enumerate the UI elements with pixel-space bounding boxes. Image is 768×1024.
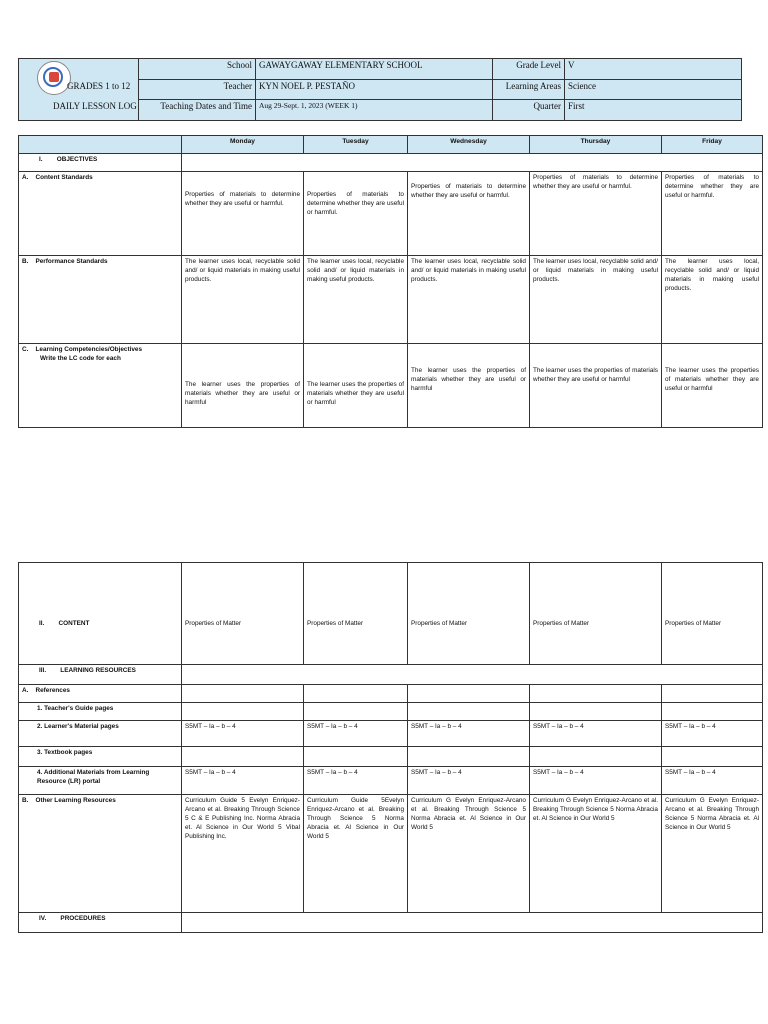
content-cell: Properties of Matter [304,563,408,665]
other-resources-label: B. Other Learning Resources [19,795,182,913]
objectives-table [18,135,763,428]
learners-material-cell: S5MT – Ia – b – 4 [408,721,530,747]
other-resources-cell: Curriculum Guide 5Evelyn Enriquez-Arcano et al. Breaking Through Science 5 Norma Abracia et. Al Science in Our World 5 [304,795,408,913]
textbook-cell [408,747,530,767]
competencies-cell: The learner uses the properties of materials whether they are useful or harmful [408,344,530,428]
references-label: A. References [19,685,182,703]
content-standards-cell: Properties of materials to determine whether they are useful or harmful. [662,172,763,256]
content-standards-cell: Properties of materials to determine whether they are useful or harmful. [304,172,408,256]
references-cell [662,685,763,703]
day-thursday: Thursday [530,136,662,154]
other-resources-cell: Curriculum G Evelyn Enriquez-Arcano et al. Breaking Through Science 5 Norma Abracia et. Al Science in Our World 5 [408,795,530,913]
header-block [18,58,742,121]
resources-heading-blank [182,665,763,685]
competencies-cell: The learner uses the properties of materials whether they are useful or harmful [530,344,662,428]
performance-standards-cell: The learner uses local, recyclable solid and/ or liquid materials in making useful products. [408,256,530,344]
learners-material-cell: S5MT – Ia – b – 4 [182,721,304,747]
other-resources-cell: Curriculum Guide 5 Evelyn Enriquez-Arcano et al. Breaking Through Science 5 C & E Publishing Inc. Norma Abracia et. Al Science in Our World 5 Vibal Publishing Inc. [182,795,304,913]
school-value: GAWAYGAWAY ELEMENTARY SCHOOL [255,59,492,79]
content-cell: Properties of Matter [408,563,530,665]
additional-materials-cell: S5MT – Ia – b – 4 [662,767,763,795]
teachers-guide-row [19,703,763,721]
log-label: DAILY LESSON LOG [53,101,137,111]
references-cell [530,685,662,703]
teachers-guide-cell [530,703,662,721]
competencies-cell: The learner uses the properties of materials whether they are useful or harmful [304,344,408,428]
dates-label: Teaching Dates and Time [138,99,255,120]
other-resources-cell: Curriculum G Evelyn Enriquez-Arcano et al. Breaking Through Science 5 Norma Abracia et. Al Science in Our World 5 [662,795,763,913]
content-row [19,563,763,665]
content-heading: II. CONTENT [19,563,182,665]
teachers-guide-label: 1. Teacher's Guide pages [19,703,182,721]
resources-heading: III. LEARNING RESOURCES [19,665,182,685]
teachers-guide-cell [662,703,763,721]
quarter-value: First [564,99,741,120]
learners-material-cell: S5MT – Ia – b – 4 [304,721,408,747]
areas-value: Science [564,79,741,99]
performance-standards-cell: The learner uses local, recyclable solid and/ or liquid materials in making useful products. [662,256,763,344]
textbook-cell [530,747,662,767]
teachers-guide-cell [182,703,304,721]
other-resources-row [19,795,763,913]
competencies-cell: The learner uses the properties of materials whether they are useful or harmful [182,344,304,428]
textbook-cell [304,747,408,767]
competencies-row [19,344,763,428]
references-cell [304,685,408,703]
competencies-sub: Write the LC code for each [40,355,121,362]
additional-materials-row [19,767,763,795]
content-cell: Properties of Matter [530,563,662,665]
teacher-value: KYN NOEL P. PESTAÑO [255,79,492,99]
grade-label: Grade Level [492,59,564,79]
textbook-cell [182,747,304,767]
other-resources-cell: Curriculum G Evelyn Enriquez-Arcano et al. Breaking Through Science 5 Norma Abracia et. Al Science in Our World 5 [530,795,662,913]
additional-materials-cell: S5MT – Ia – b – 4 [182,767,304,795]
competencies-label-cell [19,344,182,428]
references-cell [408,685,530,703]
content-standards-cell: Properties of materials to determine whether they are useful or harmful. [530,172,662,256]
content-standards-cell: Properties of materials to determine whether they are useful or harmful. [408,172,530,256]
day-monday: Monday [182,136,304,154]
grades-label: GRADES 1 to 12 [67,81,131,91]
content-standards-label: A. Content Standards [19,172,182,256]
teachers-guide-cell [408,703,530,721]
procedures-row [19,913,763,933]
objectives-heading-row [19,154,763,172]
textbook-label: 3. Textbook pages [19,747,182,767]
references-cell [182,685,304,703]
textbook-row [19,747,763,767]
competencies-label: C. Learning Competencies/Objectives [22,346,143,353]
deped-seal-icon [37,61,71,95]
content-standards-cell: Properties of materials to determine whether they are useful or harmful. [182,172,304,256]
quarter-label: Quarter [492,99,564,120]
references-row [19,685,763,703]
school-label: School [138,59,255,79]
grade-value: V [564,59,741,79]
objectives-heading: I. OBJECTIVES [19,154,182,172]
additional-materials-cell: S5MT – Ia – b – 4 [408,767,530,795]
additional-materials-label: 4. Additional Materials from Learning Resource (LR) portal [19,767,182,795]
performance-standards-label: B. Performance Standards [19,256,182,344]
textbook-cell [662,747,763,767]
procedures-heading: IV. PROCEDURES [19,913,182,933]
dates-value: Aug 29-Sept. 1, 2023 (WEEK 1) [255,99,492,120]
objectives-heading-blank [182,154,763,172]
day-tuesday: Tuesday [304,136,408,154]
additional-materials-cell: S5MT – Ia – b – 4 [530,767,662,795]
content-cell: Properties of Matter [182,563,304,665]
learners-material-cell: S5MT – Ia – b – 4 [662,721,763,747]
resources-table [18,562,763,933]
competencies-cell: The learner uses the properties of materials whether they are useful or harmful [662,344,763,428]
learners-material-row [19,721,763,747]
content-standards-row [19,172,763,256]
content-cell: Properties of Matter [662,563,763,665]
performance-standards-cell: The learner uses local, recyclable solid and/ or liquid materials in making useful products. [530,256,662,344]
performance-standards-row [19,256,763,344]
resources-heading-row [19,665,763,685]
day-friday: Friday [662,136,763,154]
performance-standards-cell: The learner uses local, recyclable solid and/ or liquid materials in making useful products. [182,256,304,344]
day-wednesday: Wednesday [408,136,530,154]
day-header-row [19,136,763,154]
teacher-label: Teacher [138,79,255,99]
procedures-blank [182,913,763,933]
teachers-guide-cell [304,703,408,721]
additional-materials-cell: S5MT – Ia – b – 4 [304,767,408,795]
areas-label: Learning Areas [492,79,564,99]
learners-material-cell: S5MT – Ia – b – 4 [530,721,662,747]
day-header-blank [19,136,182,154]
performance-standards-cell: The learner uses local, recyclable solid and/ or liquid materials in making useful products. [304,256,408,344]
learners-material-label: 2. Learner's Material pages [19,721,182,747]
